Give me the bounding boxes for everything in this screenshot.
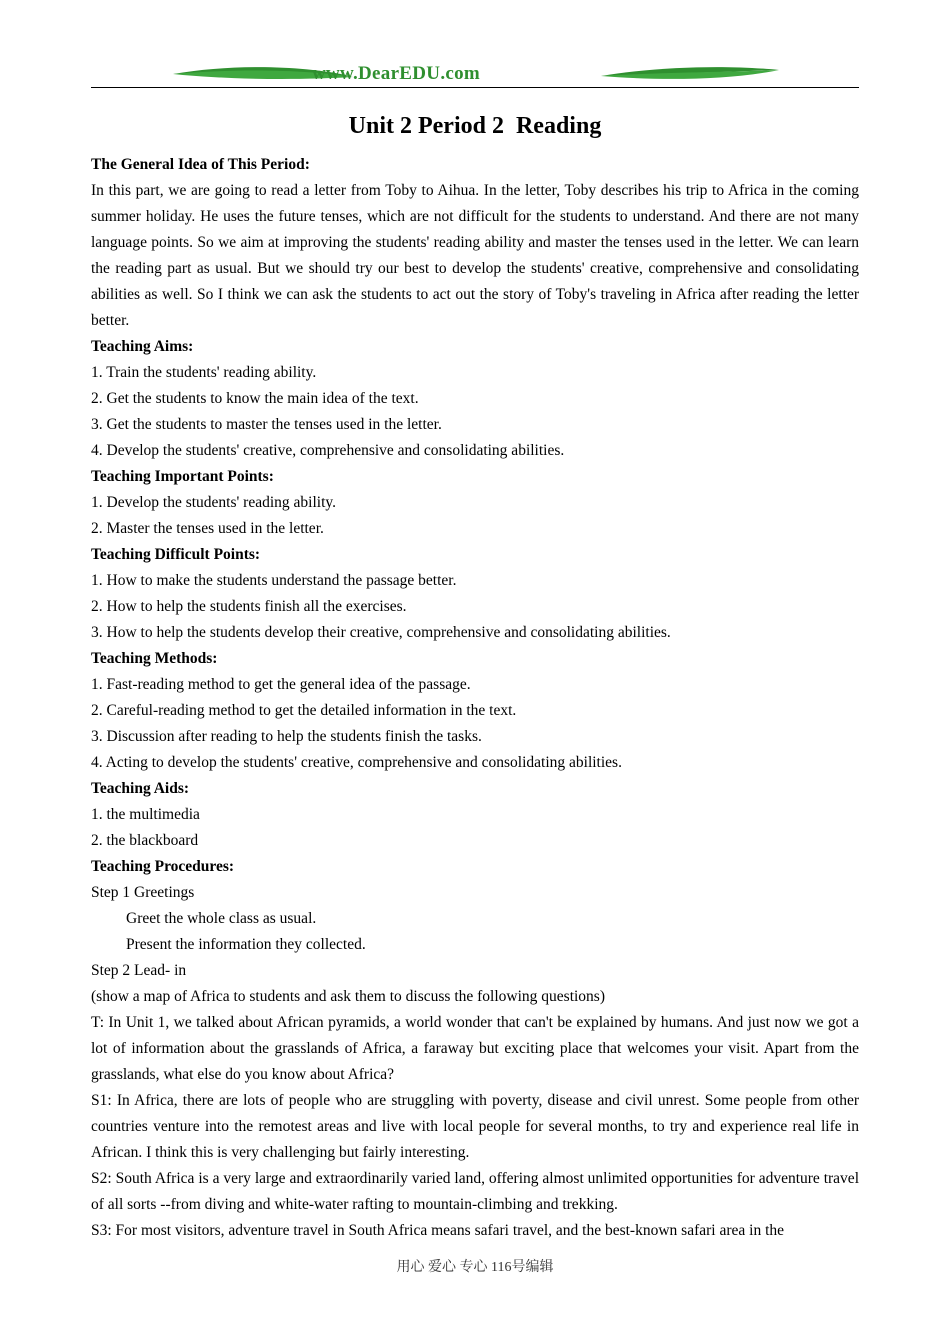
dialogue-line: S2: South Africa is a very large and extraordinarily varied land, offering almost unlimited opportunities for adventure travel of all sorts --from diving and white-water rafting to mountain-climbing and trekking. [91, 1170, 859, 1213]
dialogue-line: S1: In Africa, there are lots of people who are struggling with poverty, disease and civil unrest. Some people from other countries venture into the remotest areas and live with local people for several months, to try and experience real life in African. I think this is very challenging but fairly interesting. [91, 1092, 859, 1161]
page-title: Unit 2 Period 2 Reading [348, 113, 602, 139]
step-title: Step 2 Lead- in [91, 962, 187, 979]
step-note: (show a map of Africa to students and ask them to discuss the following questions) [91, 988, 606, 1005]
general-idea-heading: The General Idea of This Period: [91, 156, 310, 173]
list-item: 4. Acting to develop the students' creative, comprehensive and consolidating abilities. [91, 754, 622, 771]
difficult-points-heading: Teaching Difficult Points: [91, 546, 261, 563]
list-item: 3. Discussion after reading to help the students finish the tasks. [91, 728, 482, 745]
list-item: 2. Careful-reading method to get the detailed information in the text. [91, 702, 517, 719]
step-line: Greet the whole class as usual. [126, 910, 317, 927]
header-rule [91, 87, 859, 88]
list-item: 3. Get the students to master the tenses used in the letter. [91, 416, 442, 433]
aids-heading: Teaching Aids: [91, 780, 190, 797]
list-item: 1. Fast-reading method to get the general idea of the passage. [91, 676, 471, 693]
list-item: 1. the multimedia [91, 806, 200, 823]
document-body [91, 152, 859, 1244]
dialogue-line: T: In Unit 1, we talked about African pyramids, a world wonder that can't be explained by humans. And just now we got a lot of information about the grasslands of Africa, a faraway but exciting place that welcomes your visit. Apart from the grasslands, what else do you know about Africa? [91, 1014, 859, 1083]
general-idea-text: In this part, we are going to read a letter from Toby to Aihua. In the letter, Toby describes his trip to Africa in the coming summer holiday. He uses the future tenses, which are not difficult for the students to understand. And there are not many language points. So we aim at improving the students' reading ability and master the tenses used in the letter. We can learn the reading part as usual. But we should try our best to develop the students' creative, comprehensive and consolidating abilities as well. So I think we can ask the students to act out the story of Toby's traveling in Africa after reading the letter better. [91, 182, 859, 329]
step-title: Step 1 Greetings [91, 884, 195, 901]
page-footer: 用心 爱心 专心 116号编辑 [396, 1260, 554, 1275]
list-item: 1. How to make the students understand the passage better. [91, 572, 457, 589]
list-item: 1. Train the students' reading ability. [91, 364, 317, 381]
aims-heading: Teaching Aims: [91, 338, 194, 355]
logo-text: www.DearEDU.com [311, 63, 481, 84]
procedures-heading: Teaching Procedures: [91, 858, 235, 875]
important-points-heading: Teaching Important Points: [91, 468, 274, 485]
step-line: Present the information they collected. [126, 936, 366, 953]
list-item: 2. Get the students to know the main idea of the text. [91, 390, 419, 407]
list-item: 2. the blackboard [91, 832, 199, 849]
list-item: 2. Master the tenses used in the letter. [91, 520, 324, 537]
list-item: 2. How to help the students finish all the exercises. [91, 598, 407, 615]
page-header [91, 60, 859, 88]
methods-heading: Teaching Methods: [91, 650, 218, 667]
list-item: 3. How to help the students develop their creative, comprehensive and consolidating abilities. [91, 624, 671, 641]
list-item: 1. Develop the students' reading ability. [91, 494, 336, 511]
list-item: 4. Develop the students' creative, comprehensive and consolidating abilities. [91, 442, 565, 459]
dialogue-line: S3: For most visitors, adventure travel in South Africa means safari travel, and the best-known safari area in the [91, 1222, 785, 1239]
